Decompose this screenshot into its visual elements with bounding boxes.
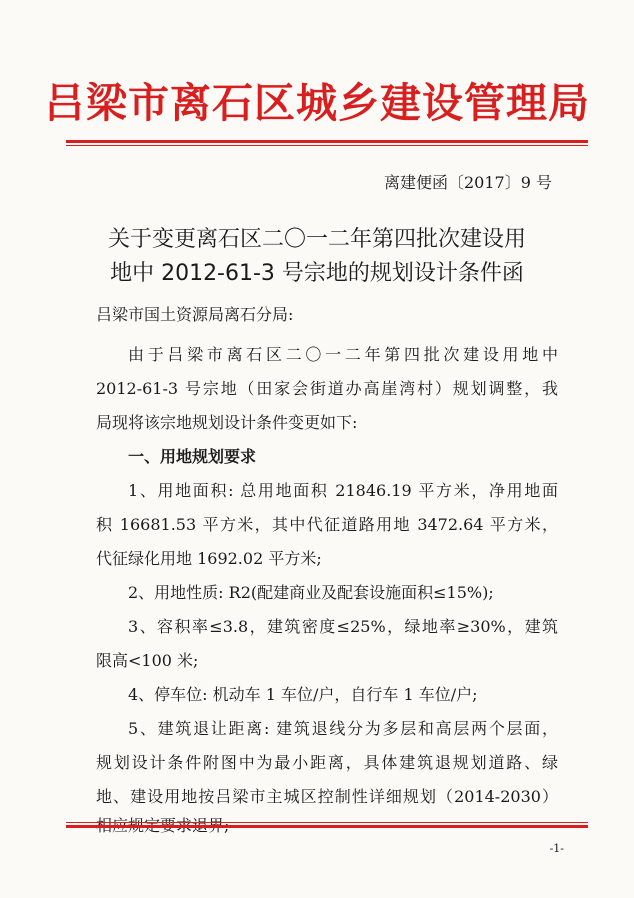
item-4-line-1: 4、停车位: 机动车 1 车位/户，自行车 1 车位/户; [128, 685, 478, 704]
item-3-line-1: 3、容积率≤3.8，建筑密度≤25%，绿地率≥30%，建筑 [128, 617, 558, 636]
letterhead-rule-thin [66, 145, 588, 146]
intro-line-1: 由于吕梁市离石区二〇一二年第四批次建设用地中 [128, 345, 558, 364]
footer-rule-thick [66, 825, 588, 828]
intro-line-3: 局现将该宗地规划设计条件变更如下: [96, 413, 358, 432]
item-1-line-3: 代征绿化用地 1692.02 平方米; [96, 549, 322, 568]
letterhead-rule-thick [66, 140, 588, 143]
footer-rule-thin [66, 822, 588, 823]
document-title-line-1: 关于变更离石区二〇一二年第四批次建设用 [107, 227, 526, 252]
intro-line-2: 2012-61-3 号宗地（田家会街道办高崖湾村）规划调整，我 [96, 379, 558, 398]
letterhead-agency: 吕梁市离石区城乡建设管理局 [44, 79, 590, 127]
page-number: -1- [549, 842, 564, 855]
item-2-line-1: 2、用地性质: R2(配建商业及配套设施面积≤15%); [128, 583, 494, 602]
addressee: 吕梁市国土资源局离石分局: [96, 305, 294, 324]
item-1-line-2: 积 16681.53 平方米，其中代征道路用地 3472.64 平方米， [96, 515, 558, 534]
document-title-line-2: 地中 2012-61-3 号宗地的规划设计条件函 [110, 261, 524, 286]
item-5-line-1: 5、建筑退让距离: 建筑退线分为多层和高层两个层面， [128, 719, 558, 738]
section-heading: 一、用地规划要求 [128, 447, 257, 466]
document-number: 离建便函〔2017〕9 号 [384, 173, 552, 192]
item-3-line-2: 限高<100 米; [96, 651, 199, 670]
item-5-line-3: 地、建设用地按吕梁市主城区控制性详细规划（2014-2030） [96, 787, 558, 806]
item-5-line-2: 规划设计条件附图中为最小距离，具体建筑退规划道路、绿 [96, 753, 558, 772]
item-1-line-1: 1、用地面积: 总用地面积 21846.19 平方米，净用地面 [128, 481, 558, 500]
